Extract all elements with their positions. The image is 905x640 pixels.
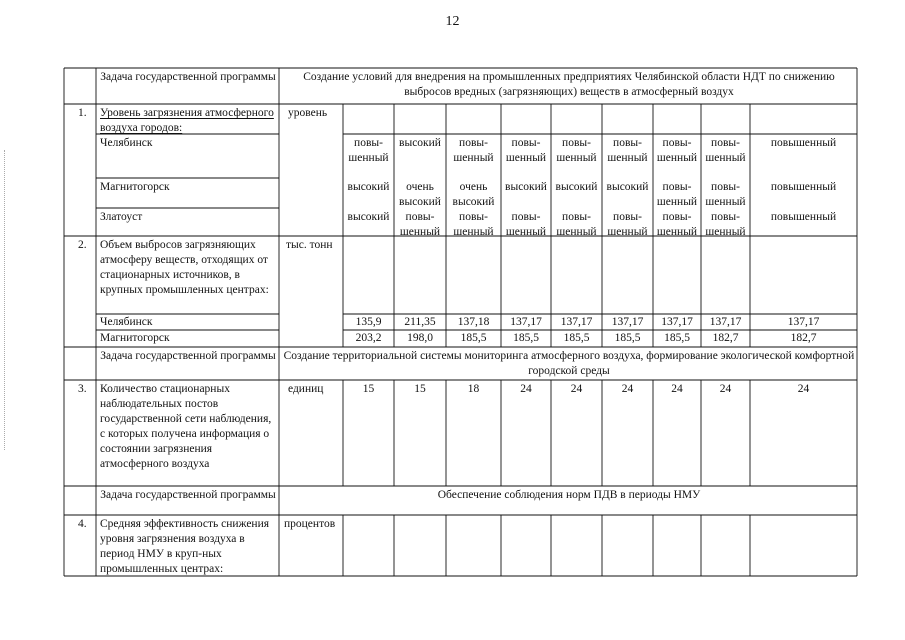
task-label: Задача государственной программы — [100, 489, 276, 501]
level-cell: высокий — [606, 181, 649, 193]
indicator-name: Объем выбросов загрязняющих атмосферу веществ, отходящих от стационарных источников, в крупных промышленных центрах: — [100, 239, 269, 296]
city-name: Магнитогорск — [100, 332, 170, 344]
city-name: Магнитогорск — [100, 181, 170, 193]
indicator-name: Количество стационарных наблюдательных постов государственной сети наблюдения, с которых получена информация о состоянии загрязнения атмосферного воздуха — [100, 383, 272, 470]
level-cell: повы-шенный — [505, 211, 547, 238]
value-cell: 24 — [719, 383, 732, 395]
value-cell: 137,17 — [661, 316, 693, 328]
level-cell: повы-шенный — [607, 211, 648, 238]
level-cell: повы-шенный — [453, 137, 494, 164]
task-text: Обеспечение соблюдения норм ПДВ в периоды НМУ — [437, 489, 701, 501]
row-number: 2. — [78, 239, 87, 251]
row-number: 1. — [78, 107, 87, 119]
level-cell: повы-шенный — [607, 137, 648, 164]
level-cell: повы-шенный — [399, 211, 441, 238]
level-cell: повы-шенный — [705, 137, 746, 164]
unit: единиц — [288, 383, 324, 395]
city-name: Челябинск — [100, 316, 153, 328]
value-cell: 185,5 — [614, 332, 641, 344]
value-cell: 15 — [414, 383, 426, 395]
level-cell: повы-шенный — [453, 211, 494, 238]
value-cell: 211,35 — [404, 316, 436, 328]
level-cell: повышенный — [770, 211, 837, 223]
level-cell: высокий — [399, 137, 441, 149]
level-cell: повышенный — [770, 137, 837, 149]
value-cell: 137,17 — [611, 316, 644, 328]
task-text: Создание условий для внедрения на промышленных предприятиях Челябинской области НДТ по снижению выбросов вредных (загрязняющих) веществ в атмосферный воздух — [303, 71, 835, 98]
level-cell: высокий — [505, 181, 547, 193]
value-cell: 185,5 — [513, 332, 539, 344]
value-cell: 185,5 — [563, 332, 590, 344]
value-cell: 24 — [520, 383, 532, 395]
value-cell: 185,5 — [664, 332, 690, 344]
unit: уровень — [288, 107, 328, 119]
row-number: 4. — [78, 518, 87, 530]
level-cell: повышенный — [770, 181, 837, 193]
task-label: Задача государственной программы — [100, 71, 276, 83]
page-number: 12 — [445, 14, 460, 29]
level-cell: повы-шенный — [505, 137, 547, 164]
level-cell: повы-шенный — [656, 137, 698, 164]
value-cell: 137,17 — [787, 316, 820, 328]
unit: тыс. тонн — [286, 239, 333, 251]
value-cell: 24 — [621, 383, 634, 395]
unit: процентов — [284, 518, 336, 530]
level-cell: повы-шенный — [556, 137, 597, 164]
value-cell: 135,9 — [355, 316, 382, 328]
value-cell: 185,5 — [460, 332, 487, 344]
value-cell: 24 — [570, 383, 583, 395]
value-cell: 15 — [362, 383, 375, 395]
level-cell: повы-шенный — [556, 211, 597, 238]
value-cell: 24 — [671, 383, 683, 395]
value-cell: 182,7 — [790, 332, 817, 344]
level-cell: высокий — [347, 211, 390, 223]
level-cell: очень высокий — [452, 181, 495, 208]
level-cell: высокий — [555, 181, 598, 193]
level-cell: очень высокий — [399, 181, 441, 208]
level-cell: повы-шенный — [705, 181, 746, 208]
level-cell: повы-шенный — [656, 181, 698, 208]
city-name: Златоуст — [100, 211, 143, 223]
value-cell: 198,0 — [407, 332, 433, 344]
level-cell: повы-шенный — [705, 211, 746, 238]
indicator-name: Уровень загрязнения атмосферного воздуха городов: — [100, 107, 274, 134]
value-cell: 203,2 — [355, 332, 382, 344]
value-cell: 24 — [797, 383, 810, 395]
value-cell: 182,7 — [712, 332, 739, 344]
task-label: Задача государственной программы — [100, 350, 276, 362]
value-cell: 18 — [467, 383, 480, 395]
value-cell: 137,17 — [709, 316, 742, 328]
level-cell: повы-шенный — [656, 211, 698, 238]
value-cell: 137,17 — [510, 316, 542, 328]
level-cell: высокий — [347, 181, 390, 193]
city-name: Челябинск — [100, 137, 153, 149]
indicator-name: Средняя эффективность снижения уровня загрязнения воздуха в период НМУ в круп-ных промышленных центрах: — [100, 518, 270, 575]
value-cell: 137,18 — [457, 316, 490, 328]
value-cell: 137,17 — [560, 316, 593, 328]
row-number: 3. — [78, 383, 87, 395]
task-text: Создание территориальной системы мониторинга атмосферного воздуха, формирование экологической комфортной городской среды — [283, 350, 855, 377]
level-cell: повы-шенный — [348, 137, 389, 164]
